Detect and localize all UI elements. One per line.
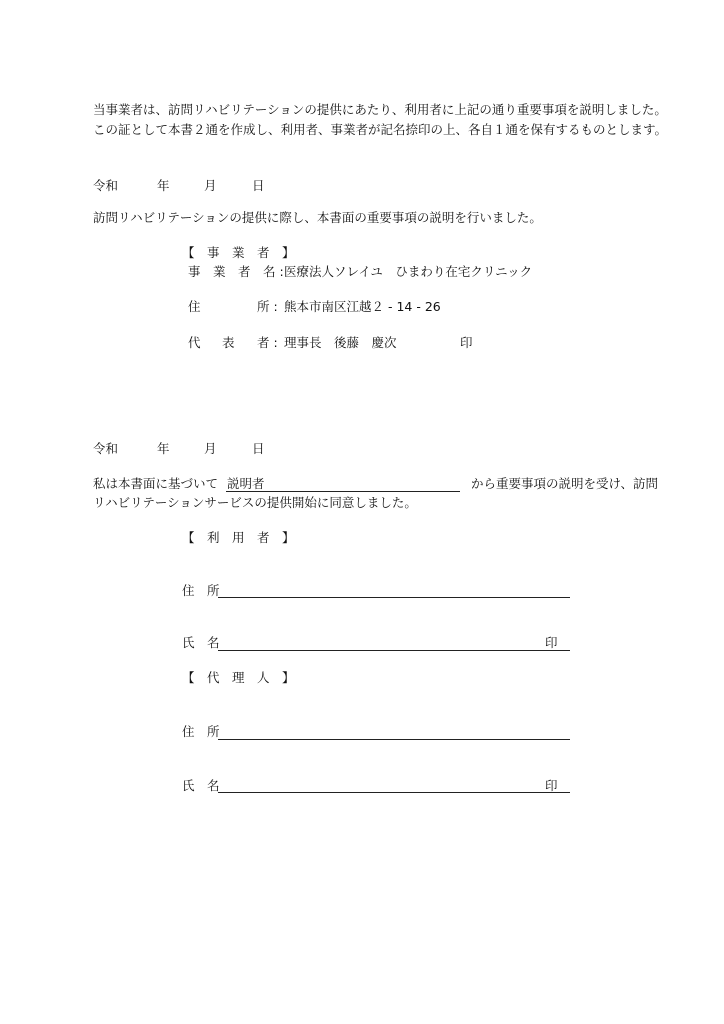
date-month: 月 [204, 178, 217, 193]
provider-rep-label-3: 者 : [257, 335, 278, 350]
date-day: 日 [252, 178, 265, 193]
consent-line-2: リハビリテーションサービスの提供開始に同意しました。 [93, 495, 417, 510]
agent-address-field[interactable] [218, 739, 570, 740]
intro-line-1: 当事業者は、訪問リハビリテーションの提供にあたり、利用者に上記の通り重要事項を説明しました。 [93, 102, 667, 117]
provider-name-value: 医療法人ソレイユ ひまわり在宅クリニック [284, 264, 533, 279]
date-day: 日 [252, 441, 265, 456]
user-heading: 【 利 用 者 】 [182, 530, 295, 545]
date-year: 年 [157, 441, 170, 456]
provider-statement: 訪問リハビリテーションの提供に際し、本書面の重要事項の説明を行いました。 [93, 210, 542, 225]
agent-name-label: 氏 名 [182, 778, 220, 793]
date-year: 年 [157, 178, 170, 193]
provider-name-label: 事 業 者 名 : [188, 264, 284, 279]
user-seal-mark: 印 [545, 635, 558, 650]
agent-name-field[interactable] [218, 792, 570, 793]
provider-address-label-2: 所 : [257, 299, 278, 314]
user-name-field[interactable] [218, 650, 570, 651]
user-address-label: 住 所 [182, 583, 220, 598]
provider-seal-mark: 印 [460, 335, 473, 350]
provider-rep-label-2: 表 [222, 335, 235, 350]
provider-address-label-1: 住 [188, 299, 201, 314]
provider-address-value: 熊本市南区江越２ - 14 - 26 [284, 299, 441, 314]
consent-part-1: 私は本書面に基づいて [93, 476, 219, 491]
explainer-signature-line[interactable] [226, 491, 460, 492]
user-name-label: 氏 名 [182, 635, 220, 650]
agent-seal-mark: 印 [545, 778, 558, 793]
intro-line-2: この証として本書２通を作成し、利用者、事業者が記名捺印の上、各自１通を保有するものとします。 [93, 122, 668, 137]
user-address-field[interactable] [218, 597, 570, 598]
agent-heading: 【 代 理 人 】 [182, 670, 295, 685]
date-month: 月 [204, 441, 217, 456]
provider-heading: 【 事 業 者 】 [182, 245, 295, 260]
provider-rep-value: 理事長 後藤 慶次 [284, 335, 397, 350]
date-era: 令和 [93, 441, 119, 456]
agent-address-label: 住 所 [182, 724, 220, 739]
explainer-label: 説明者 [227, 476, 265, 491]
date-era: 令和 [93, 178, 119, 193]
provider-rep-label-1: 代 [188, 335, 201, 350]
consent-part-2: から重要事項の説明を受け、訪問 [471, 476, 659, 491]
